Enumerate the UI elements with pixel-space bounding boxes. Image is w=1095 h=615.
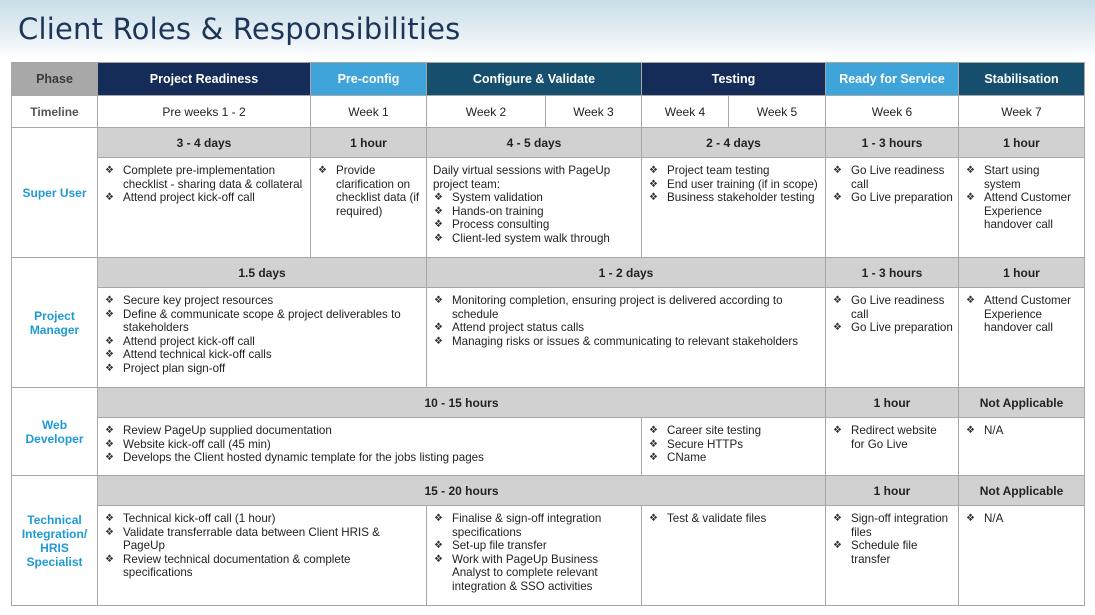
list-item: ❖ Attend project status calls bbox=[433, 321, 820, 335]
task-list bbox=[648, 164, 820, 205]
task-list bbox=[433, 512, 636, 594]
role-project-manager: Project Manager bbox=[12, 258, 98, 388]
phase-header-row bbox=[12, 63, 1085, 96]
task-list bbox=[965, 424, 1079, 438]
role-technical-integration: Technical Integration/ HRIS Specialist bbox=[12, 476, 98, 606]
task-list bbox=[104, 294, 421, 376]
list-item: ❖ Go Live preparation bbox=[832, 321, 953, 335]
phase-pre-config: Pre-config bbox=[311, 63, 427, 96]
task-list bbox=[104, 424, 636, 465]
task-cell bbox=[959, 506, 1085, 606]
list-item: ❖ Client-led system walk through bbox=[433, 232, 636, 246]
technical-integration-duration-row bbox=[12, 476, 1085, 506]
task-list bbox=[104, 512, 421, 580]
duration-badge: 15 - 20 hours bbox=[98, 476, 826, 506]
duration-badge: 10 - 15 hours bbox=[98, 388, 826, 418]
task-cell bbox=[98, 288, 427, 388]
list-item: ❖ Attend Customer Experience handover call bbox=[965, 294, 1079, 335]
list-item: ❖ Attend technical kick-off calls bbox=[104, 348, 421, 362]
timeline-week: Week 1 bbox=[311, 96, 427, 128]
timeline-week: Week 3 bbox=[546, 96, 642, 128]
timeline-week: Week 4 bbox=[642, 96, 729, 128]
phase-stabilisation: Stabilisation bbox=[959, 63, 1085, 96]
list-item: ❖ Career site testing bbox=[648, 424, 820, 438]
list-item: ❖ Monitoring completion, ensuring project is delivered according to schedule bbox=[433, 294, 820, 321]
list-item: ❖ Secure HTTPs bbox=[648, 438, 820, 452]
task-list bbox=[648, 424, 820, 465]
task-cell bbox=[427, 506, 642, 606]
list-item: ❖ Schedule file transfer bbox=[832, 539, 953, 566]
task-cell bbox=[642, 418, 826, 476]
duration-badge: 1 hour bbox=[311, 128, 427, 158]
technical-integration-task-row bbox=[12, 506, 1085, 606]
task-list bbox=[965, 512, 1079, 526]
list-item: ❖ Set-up file transfer bbox=[433, 539, 636, 553]
list-item: ❖ Redirect website for Go Live bbox=[832, 424, 953, 451]
list-item: ❖ Start using system bbox=[965, 164, 1079, 191]
timeline-row bbox=[12, 96, 1085, 128]
timeline-week: Pre weeks 1 - 2 bbox=[98, 96, 311, 128]
list-item: ❖ Develops the Client hosted dynamic template for the jobs listing pages bbox=[104, 451, 636, 465]
list-item: ❖ Attend project kick-off call bbox=[104, 191, 305, 205]
list-item: ❖ CName bbox=[648, 451, 820, 465]
list-item: ❖ Attend Customer Experience handover call bbox=[965, 191, 1079, 232]
task-cell bbox=[959, 418, 1085, 476]
task-list bbox=[433, 294, 820, 348]
list-item: ❖ N/A bbox=[965, 512, 1079, 526]
duration-badge: 1 hour bbox=[959, 258, 1085, 288]
project-manager-task-row bbox=[12, 288, 1085, 388]
list-item: ❖ Project plan sign-off bbox=[104, 362, 421, 376]
task-cell bbox=[642, 506, 826, 606]
duration-badge: 1.5 days bbox=[98, 258, 427, 288]
list-item: ❖ Business stakeholder testing bbox=[648, 191, 820, 205]
project-manager-duration-row bbox=[12, 258, 1085, 288]
duration-badge: 3 - 4 days bbox=[98, 128, 311, 158]
task-cell bbox=[98, 158, 311, 258]
list-item: ❖ Managing risks or issues & communicating to relevant stakeholders bbox=[433, 335, 820, 349]
duration-badge: Not Applicable bbox=[959, 388, 1085, 418]
super-user-duration-row bbox=[12, 128, 1085, 158]
phase-testing: Testing bbox=[642, 63, 826, 96]
task-cell bbox=[642, 158, 826, 258]
list-item: ❖ Complete pre-implementation checklist - sharing data & collateral bbox=[104, 164, 305, 191]
phase-label: Phase bbox=[12, 63, 98, 96]
list-item: ❖ Work with PageUp Business Analyst to complete relevant integration & SSO activities bbox=[433, 553, 636, 594]
task-cell bbox=[427, 158, 642, 258]
duration-badge: 1 hour bbox=[826, 388, 959, 418]
duration-badge: 1 hour bbox=[959, 128, 1085, 158]
task-cell bbox=[826, 158, 959, 258]
task-list bbox=[832, 294, 953, 335]
web-developer-duration-row bbox=[12, 388, 1085, 418]
list-item: ❖ Validate transferrable data between Client HRIS & PageUp bbox=[104, 526, 421, 553]
timeline-week: Week 7 bbox=[959, 96, 1085, 128]
phase-project-readiness: Project Readiness bbox=[98, 63, 311, 96]
task-list bbox=[104, 164, 305, 205]
list-item: ❖ Project team testing bbox=[648, 164, 820, 178]
duration-badge: 1 - 3 hours bbox=[826, 258, 959, 288]
task-cell bbox=[826, 288, 959, 388]
list-item: ❖ Go Live preparation bbox=[832, 191, 953, 205]
phase-configure-validate: Configure & Validate bbox=[427, 63, 642, 96]
list-item: ❖ Attend project kick-off call bbox=[104, 335, 421, 349]
list-item: ❖ System validation bbox=[433, 191, 636, 205]
super-user-task-row bbox=[12, 158, 1085, 258]
timeline-week: Week 6 bbox=[826, 96, 959, 128]
duration-badge: 4 - 5 days bbox=[427, 128, 642, 158]
role-super-user: Super User bbox=[12, 128, 98, 258]
duration-badge: 2 - 4 days bbox=[642, 128, 826, 158]
page-title: Client Roles & Responsibilities bbox=[18, 12, 461, 46]
list-item: ❖ Hands-on training bbox=[433, 205, 636, 219]
task-cell bbox=[311, 158, 427, 258]
task-cell bbox=[959, 288, 1085, 388]
list-item: ❖ Secure key project resources bbox=[104, 294, 421, 308]
task-list bbox=[832, 164, 953, 205]
task-intro: Daily virtual sessions with PageUp project team: bbox=[433, 164, 611, 191]
list-item: ❖ Go Live readiness call bbox=[832, 164, 953, 191]
list-item: ❖ Define & communicate scope & project deliverables to stakeholders bbox=[104, 308, 421, 335]
duration-badge: 1 hour bbox=[826, 476, 959, 506]
task-cell bbox=[826, 506, 959, 606]
task-cell bbox=[98, 418, 642, 476]
task-cell bbox=[98, 506, 427, 606]
task-list bbox=[832, 424, 953, 451]
list-item: ❖ Finalise & sign-off integration specifications bbox=[433, 512, 636, 539]
roles-table bbox=[11, 62, 1085, 606]
task-list bbox=[832, 512, 953, 566]
duration-badge: Not Applicable bbox=[959, 476, 1085, 506]
task-list bbox=[317, 164, 421, 218]
web-developer-task-row bbox=[12, 418, 1085, 476]
list-item: ❖ N/A bbox=[965, 424, 1079, 438]
duration-badge: 1 - 3 hours bbox=[826, 128, 959, 158]
list-item: ❖ End user training (if in scope) bbox=[648, 178, 820, 192]
list-item: ❖ Provide clarification on checklist data (if required) bbox=[317, 164, 421, 218]
list-item: ❖ Go Live readiness call bbox=[832, 294, 953, 321]
task-cell bbox=[826, 418, 959, 476]
timeline-label: Timeline bbox=[12, 96, 98, 128]
duration-badge: 1 - 2 days bbox=[427, 258, 826, 288]
task-list bbox=[433, 191, 636, 245]
task-list bbox=[965, 164, 1079, 232]
timeline-week: Week 5 bbox=[729, 96, 826, 128]
task-cell bbox=[959, 158, 1085, 258]
list-item: ❖ Process consulting bbox=[433, 218, 636, 232]
task-list bbox=[965, 294, 1079, 335]
list-item: ❖ Website kick-off call (45 min) bbox=[104, 438, 636, 452]
list-item: ❖ Review PageUp supplied documentation bbox=[104, 424, 636, 438]
list-item: ❖ Sign-off integration files bbox=[832, 512, 953, 539]
task-list bbox=[648, 512, 820, 526]
phase-ready-for-service: Ready for Service bbox=[826, 63, 959, 96]
task-cell bbox=[427, 288, 826, 388]
timeline-week: Week 2 bbox=[427, 96, 546, 128]
list-item: ❖ Test & validate files bbox=[648, 512, 820, 526]
role-web-developer: Web Developer bbox=[12, 388, 98, 476]
list-item: ❖ Technical kick-off call (1 hour) bbox=[104, 512, 421, 526]
list-item: ❖ Review technical documentation & complete specifications bbox=[104, 553, 421, 580]
